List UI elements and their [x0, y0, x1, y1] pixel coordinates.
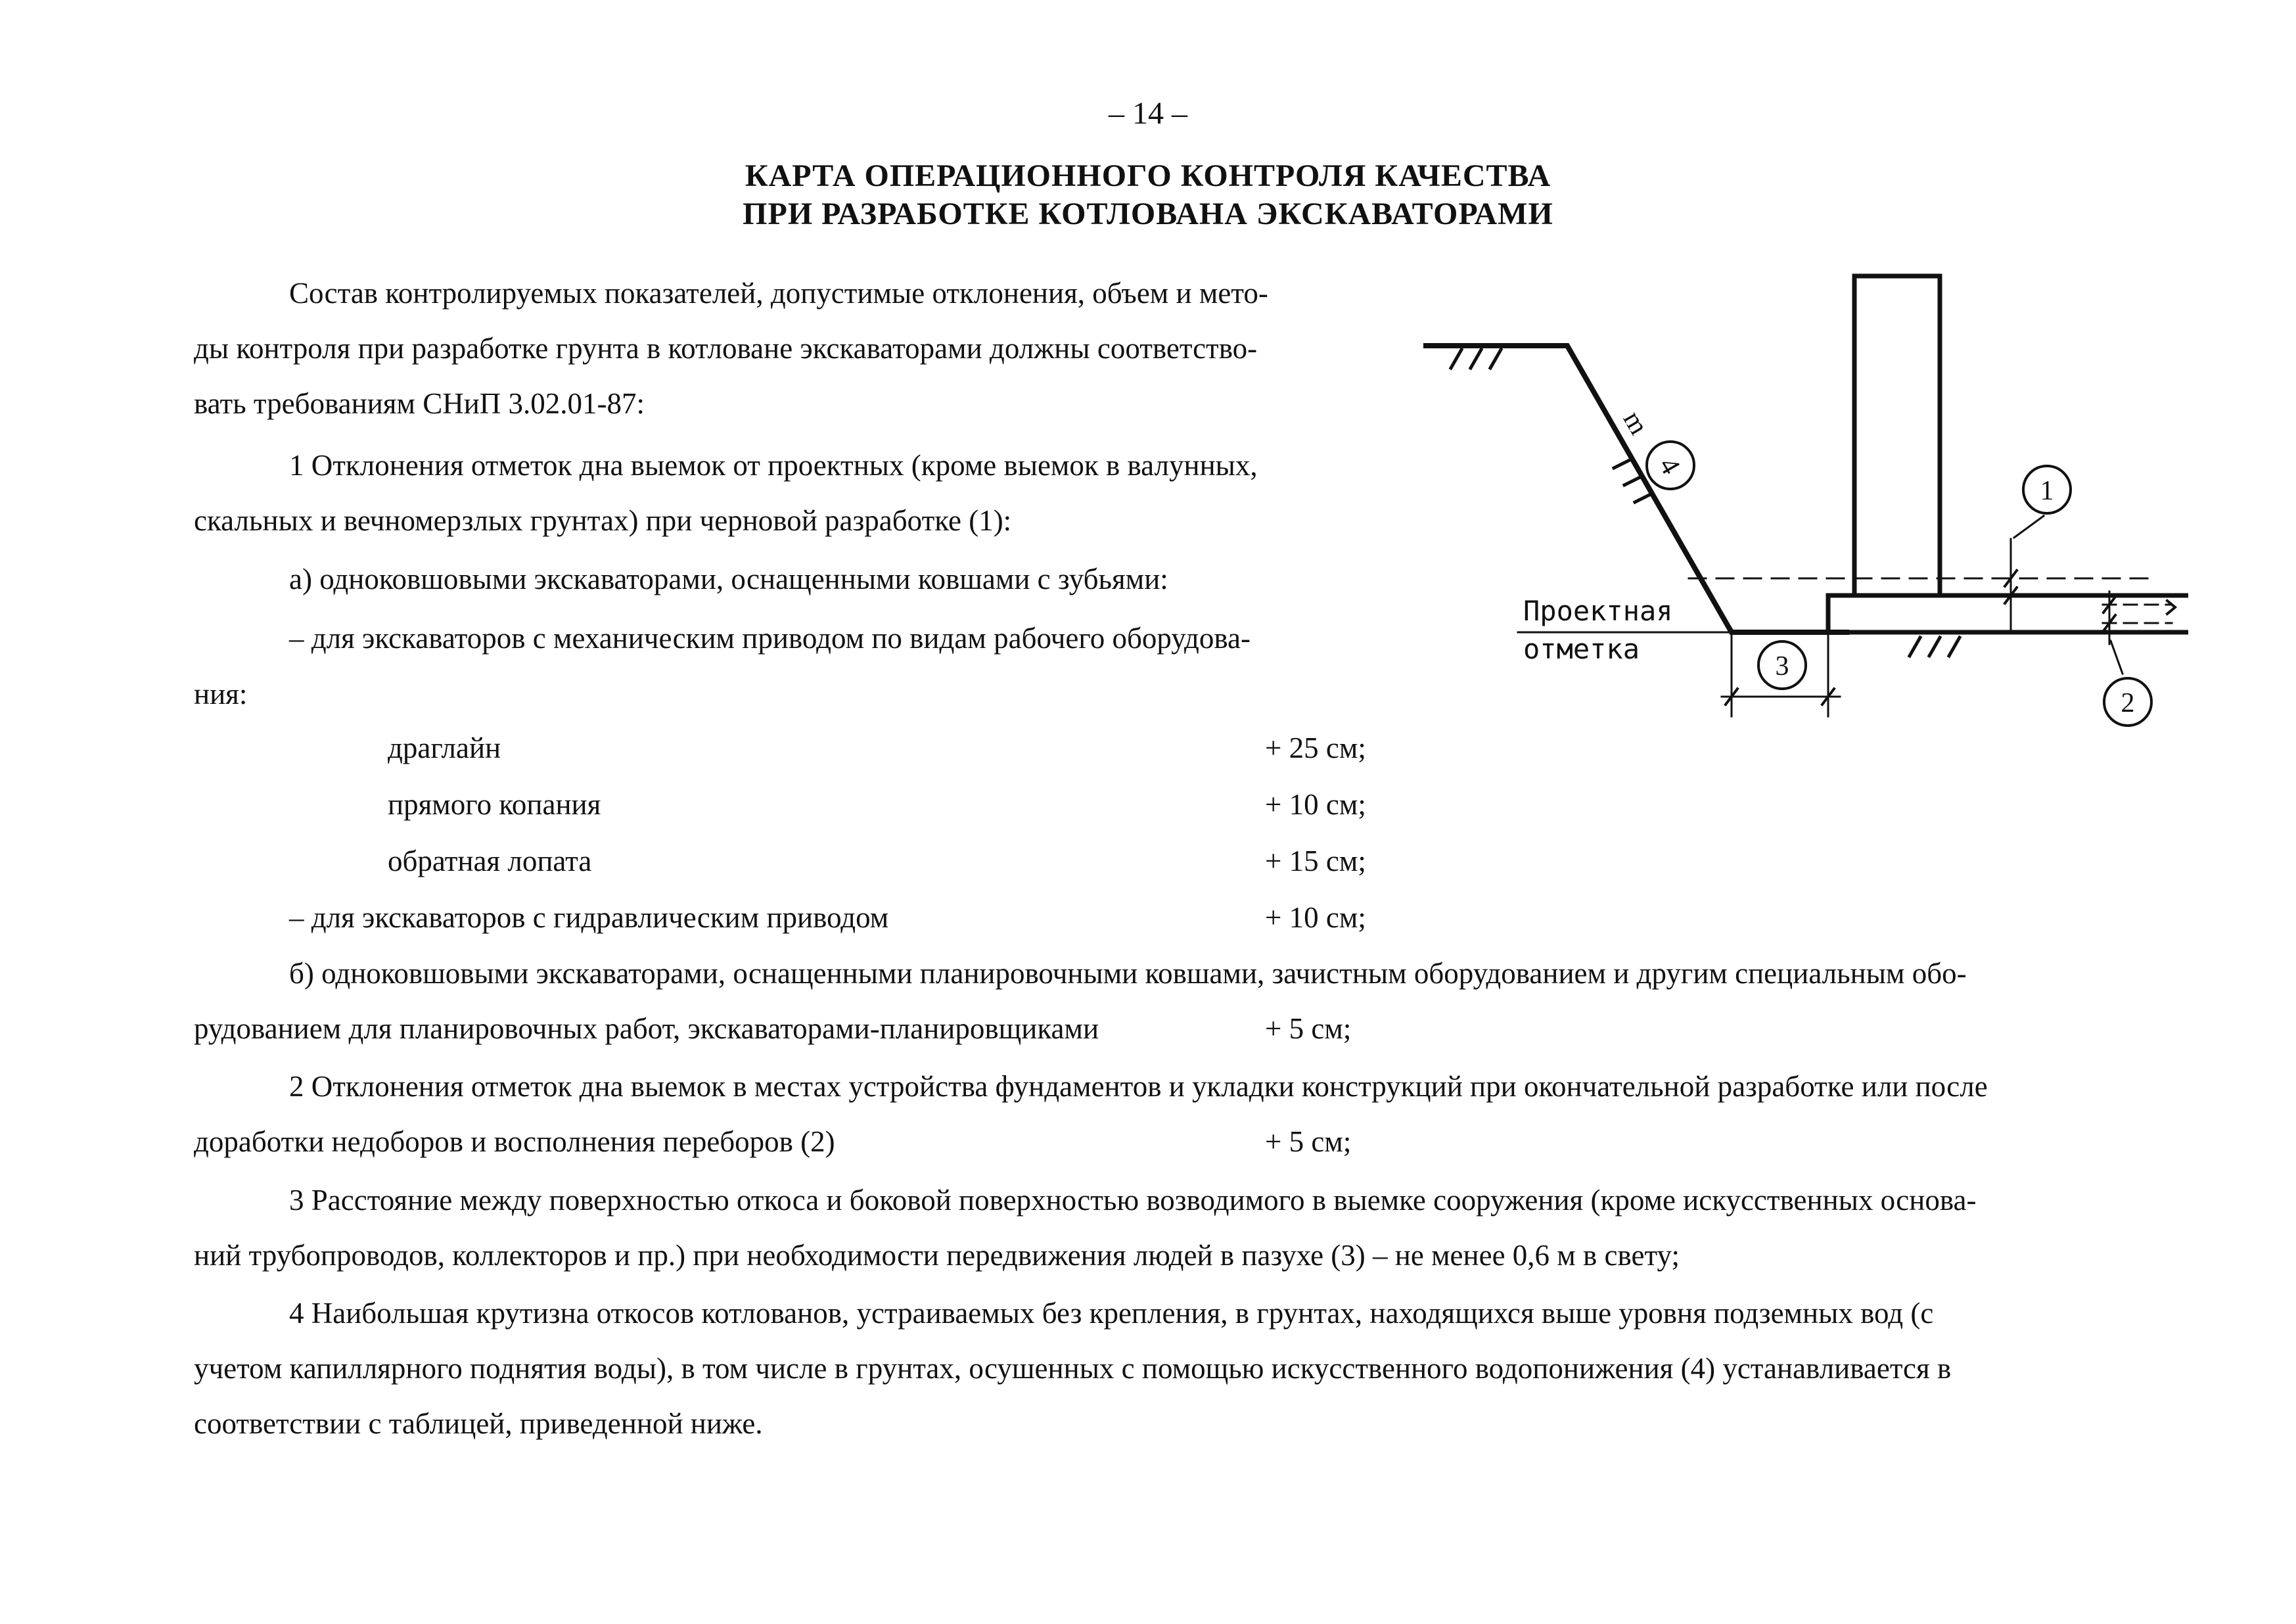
equipment-name: драглайн	[388, 731, 501, 764]
item1-b-value: + 5 см;	[1265, 1012, 1352, 1045]
hatch	[1490, 350, 1501, 368]
item2-value: + 5 см;	[1265, 1125, 1352, 1158]
ground-line	[1426, 346, 1847, 632]
page-number: – 14 –	[1109, 96, 1187, 131]
hatch	[1910, 638, 1920, 656]
callout-label-1: 1	[2040, 476, 2054, 506]
equipment-value: + 10 см;	[1265, 788, 1366, 821]
column	[1854, 276, 1940, 595]
excavation-diagram-svg	[1413, 263, 2188, 736]
hatch	[1624, 477, 1640, 485]
hatch	[1635, 494, 1651, 502]
callout-label-2: 2	[2121, 688, 2135, 718]
hydro-value: + 10 см;	[1265, 901, 1366, 934]
callout-label-4: 4	[1653, 452, 1686, 480]
callout-leader	[2111, 641, 2123, 674]
intro-line-1: Состав контролируемых показателей, допустимые отклонения, объем и мето-	[289, 277, 1268, 310]
arrow	[2167, 601, 2175, 614]
document-title-line-1: КАРТА ОПЕРАЦИОННОГО КОНТРОЛЯ КАЧЕСТВА	[745, 158, 1551, 193]
hatch	[1471, 350, 1481, 368]
hatch	[1451, 350, 1461, 368]
intro-line-2: ды контроля при разработке грунта в котловане экскаваторами должны соответство-	[194, 332, 1258, 365]
callout-leader	[2014, 516, 2044, 538]
item4-line-1: 4 Наибольшая крутизна откосов котлованов, устраиваемых без крепления, в грунтах, находящихся выше уровня подземных вод (с	[289, 1297, 1934, 1330]
equipment-value: + 15 см;	[1265, 845, 1366, 877]
intro-line-3: вать требованиям СНиП 3.02.01-87:	[194, 387, 645, 420]
item1-line-1: 1 Отклонения отметок дна выемок от проектных (кроме выемок в валунных,	[289, 449, 1258, 482]
hatch	[1929, 638, 1940, 656]
hydro-label: – для экскаваторов с гидравлическим приводом	[289, 901, 889, 934]
item2-line-1: 2 Отклонения отметок дна выемок в местах устройства фундаментов и укладки конструкций при окончательной разработке или после	[289, 1070, 1988, 1103]
hatch	[1614, 460, 1630, 468]
item1-a-line: а) одноковшовыми экскаваторами, оснащенными ковшами с зубьями:	[289, 563, 1168, 595]
item1-b-line-1: б) одноковшовыми экскаваторами, оснащенными планировочными ковшами, зачистным оборудованием и другим специальным обо-	[289, 957, 1967, 990]
item1-mech-line-2: ния:	[194, 678, 248, 710]
item4-line-3: соответствии с таблицей, приведенной ниже.	[194, 1407, 763, 1440]
item3-line-2: ний трубопроводов, коллекторов и пр.) при необходимости передвижения людей в пазухе (3) – не менее 0,6 м в свету;	[194, 1239, 1680, 1272]
equipment-value: + 25 см;	[1265, 731, 1366, 764]
design-mark-label-line-2: отметка	[1523, 633, 1640, 665]
callout-label-3: 3	[1775, 651, 1789, 682]
document-title-line-2: ПРИ РАЗРАБОТКЕ КОТЛОВАНА ЭКСКАВАТОРАМИ	[743, 197, 1553, 231]
slope-mark: m	[1617, 406, 1654, 440]
hatch	[1949, 638, 1960, 656]
item2-line-2: доработки недоборов и восполнения переборов (2)	[194, 1125, 835, 1158]
equipment-name: обратная лопата	[388, 845, 592, 877]
design-mark-label-line-1: Проектная	[1523, 595, 1673, 627]
item1-b-line-2: рудованием для планировочных работ, экскаваторами-планировщиками	[194, 1012, 1099, 1045]
item1-line-2: скальных и вечномерзлых грунтах) при черновой разработке (1):	[194, 504, 1012, 537]
equipment-name: прямого копания	[388, 788, 601, 821]
item3-line-1: 3 Расстояние между поверхностью откоса и боковой поверхностью возводимого в выемке сооружения (кроме искусственных основа-	[289, 1184, 1977, 1217]
item4-line-2: учетом капиллярного поднятия воды), в том числе в грунтах, осушенных с помощью искусственного водопонижения (4) устанавливается в	[194, 1352, 1952, 1385]
item1-mech-line-1: – для экскаваторов с механическим приводом по видам рабочего оборудова-	[289, 622, 1251, 655]
